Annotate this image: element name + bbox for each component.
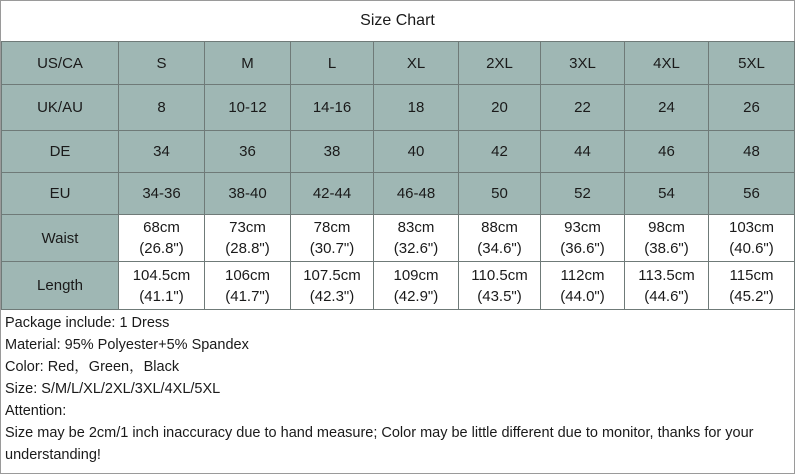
size-cell	[205, 173, 291, 215]
size-cell	[374, 173, 459, 215]
size-cell	[541, 262, 625, 310]
size-cell	[459, 42, 541, 85]
cell-cm-value: 8	[157, 99, 166, 116]
size-cell	[625, 131, 709, 173]
size-cell	[205, 215, 291, 262]
size-cell	[709, 215, 795, 262]
cell-cm-value: 38	[323, 143, 341, 160]
cell-inch-value: (40.6")	[729, 240, 774, 257]
cell-cm-value: 52	[574, 185, 591, 202]
cell-cm-value: 48	[743, 143, 760, 160]
cell-inch-value: (43.5")	[477, 287, 522, 305]
cell-cm-value: 3XL	[569, 54, 596, 72]
size-cell	[374, 85, 459, 131]
size-cell	[291, 42, 374, 85]
cell-cm-value: 83cm	[397, 219, 435, 236]
size-cell	[119, 173, 205, 215]
row-label: UK/AU	[2, 85, 119, 131]
cell-cm-value: 110.5cm	[471, 266, 528, 284]
size-chart-title: Size Chart	[1, 1, 794, 42]
cell-cm-value: 34-36	[142, 185, 181, 202]
cell-inch-value: (44.0")	[560, 287, 605, 305]
cell-cm-value: 40	[407, 143, 425, 160]
size-cell	[119, 85, 205, 131]
cell-cm-value: 98cm	[648, 219, 685, 236]
cell-cm-value: 54	[658, 185, 675, 202]
cell-cm-value: 46-48	[396, 185, 436, 202]
size-row-us-ca	[2, 42, 795, 85]
product-notes	[5, 312, 790, 466]
cell-cm-value: S	[156, 54, 167, 72]
cell-cm-value: 93cm	[564, 219, 601, 236]
size-row-waist	[2, 215, 795, 262]
size-cell	[541, 42, 625, 85]
size-cell	[625, 262, 709, 310]
size-cell	[709, 42, 795, 85]
cell-cm-value: 42	[491, 143, 508, 160]
size-chart-table	[1, 41, 795, 310]
cell-cm-value: 115cm	[729, 266, 774, 284]
size-cell	[205, 42, 291, 85]
size-note: Size: S/M/L/XL/2XL/3XL/4XL/5XL	[5, 381, 221, 397]
cell-cm-value: 103cm	[728, 219, 775, 236]
cell-inch-value: (42.3")	[309, 287, 355, 305]
size-cell	[625, 173, 709, 215]
size-cell	[374, 262, 459, 310]
cell-cm-value: 109cm	[393, 266, 439, 284]
cell-cm-value: 38-40	[228, 185, 267, 202]
cell-cm-value: 24	[658, 99, 675, 116]
size-cell	[541, 85, 625, 131]
size-cell	[709, 262, 795, 310]
size-cell	[205, 85, 291, 131]
row-label: Waist	[2, 215, 119, 262]
row-label: DE	[2, 131, 119, 173]
cell-cm-value: 4XL	[653, 54, 680, 72]
cell-cm-value: 112cm	[560, 266, 605, 284]
size-cell	[625, 85, 709, 131]
size-row-eu	[2, 173, 795, 215]
cell-inch-value: (41.1")	[139, 287, 184, 305]
cell-cm-value: 2XL	[486, 54, 513, 72]
cell-inch-value: (32.6")	[393, 240, 439, 257]
row-label: Length	[2, 262, 119, 310]
cell-inch-value: (34.6")	[477, 240, 522, 257]
cell-cm-value: 50	[491, 185, 508, 202]
disclaimer-note: Size may be 2cm/1 inch inaccuracy due to hand measure; Color may be little different due to monitor, thanks for your understanding!	[5, 425, 754, 463]
size-cell	[291, 262, 374, 310]
size-row-uk-au	[2, 85, 795, 131]
attention-note: Attention:	[5, 403, 67, 419]
cell-cm-value: 18	[407, 99, 425, 116]
cell-cm-value: 14-16	[312, 99, 352, 116]
cell-cm-value: 20	[491, 99, 508, 116]
size-row-de	[2, 131, 795, 173]
cell-cm-value: 68cm	[143, 219, 180, 236]
cell-cm-value: 44	[574, 143, 591, 160]
cell-cm-value: 36	[239, 143, 256, 160]
size-cell	[205, 262, 291, 310]
row-label: EU	[2, 173, 119, 215]
size-cell	[374, 42, 459, 85]
cell-inch-value: (44.6")	[644, 287, 689, 305]
size-cell	[459, 215, 541, 262]
cell-cm-value: 107.5cm	[303, 266, 361, 284]
row-label: US/CA	[2, 42, 119, 85]
size-cell	[541, 215, 625, 262]
size-cell	[291, 131, 374, 173]
size-cell	[459, 131, 541, 173]
cell-cm-value: 46	[658, 143, 675, 160]
cell-inch-value: (26.8")	[139, 240, 184, 257]
cell-cm-value: 113.5cm	[638, 266, 695, 284]
cell-cm-value: 42-44	[312, 185, 352, 202]
cell-cm-value: 10-12	[228, 99, 267, 116]
size-cell	[709, 173, 795, 215]
cell-cm-value: L	[327, 54, 337, 72]
size-cell	[709, 85, 795, 131]
size-cell	[119, 262, 205, 310]
size-cell	[459, 173, 541, 215]
size-cell	[291, 85, 374, 131]
size-cell	[459, 262, 541, 310]
size-cell	[205, 131, 291, 173]
size-cell	[459, 85, 541, 131]
cell-cm-value: 78cm	[313, 219, 351, 236]
cell-cm-value: 22	[574, 99, 591, 116]
cell-inch-value: (36.6")	[560, 240, 605, 257]
cell-inch-value: (41.7")	[225, 287, 270, 305]
size-row-length	[2, 262, 795, 310]
cell-inch-value: (28.8")	[225, 240, 270, 257]
size-cell	[291, 215, 374, 262]
cell-inch-value: (38.6")	[644, 240, 689, 257]
size-cell	[625, 42, 709, 85]
size-cell	[119, 42, 205, 85]
cell-cm-value: 5XL	[738, 54, 765, 72]
cell-cm-value: 56	[743, 185, 760, 202]
size-cell	[374, 131, 459, 173]
cell-cm-value: XL	[406, 54, 426, 72]
cell-cm-value: 26	[743, 99, 760, 116]
cell-cm-value: 73cm	[229, 219, 266, 236]
cell-inch-value: (42.9")	[393, 287, 439, 305]
cell-cm-value: 106cm	[224, 266, 271, 284]
size-cell	[709, 131, 795, 173]
size-cell	[625, 215, 709, 262]
cell-inch-value: (30.7")	[309, 240, 355, 257]
cell-cm-value: 34	[153, 143, 170, 160]
size-cell	[291, 173, 374, 215]
package-note: Package include: 1 Dress	[5, 315, 170, 331]
color-note: Color: Red，Green，Black	[5, 359, 180, 375]
cell-cm-value: M	[241, 54, 254, 72]
cell-cm-value: 104.5cm	[132, 266, 191, 284]
cell-cm-value: 88cm	[481, 219, 518, 236]
size-cell	[119, 215, 205, 262]
size-cell	[541, 131, 625, 173]
material-note: Material: 95% Polyester+5% Spandex	[5, 337, 249, 353]
size-cell	[374, 215, 459, 262]
size-cell	[541, 173, 625, 215]
cell-inch-value: (45.2")	[729, 287, 774, 305]
size-cell	[119, 131, 205, 173]
